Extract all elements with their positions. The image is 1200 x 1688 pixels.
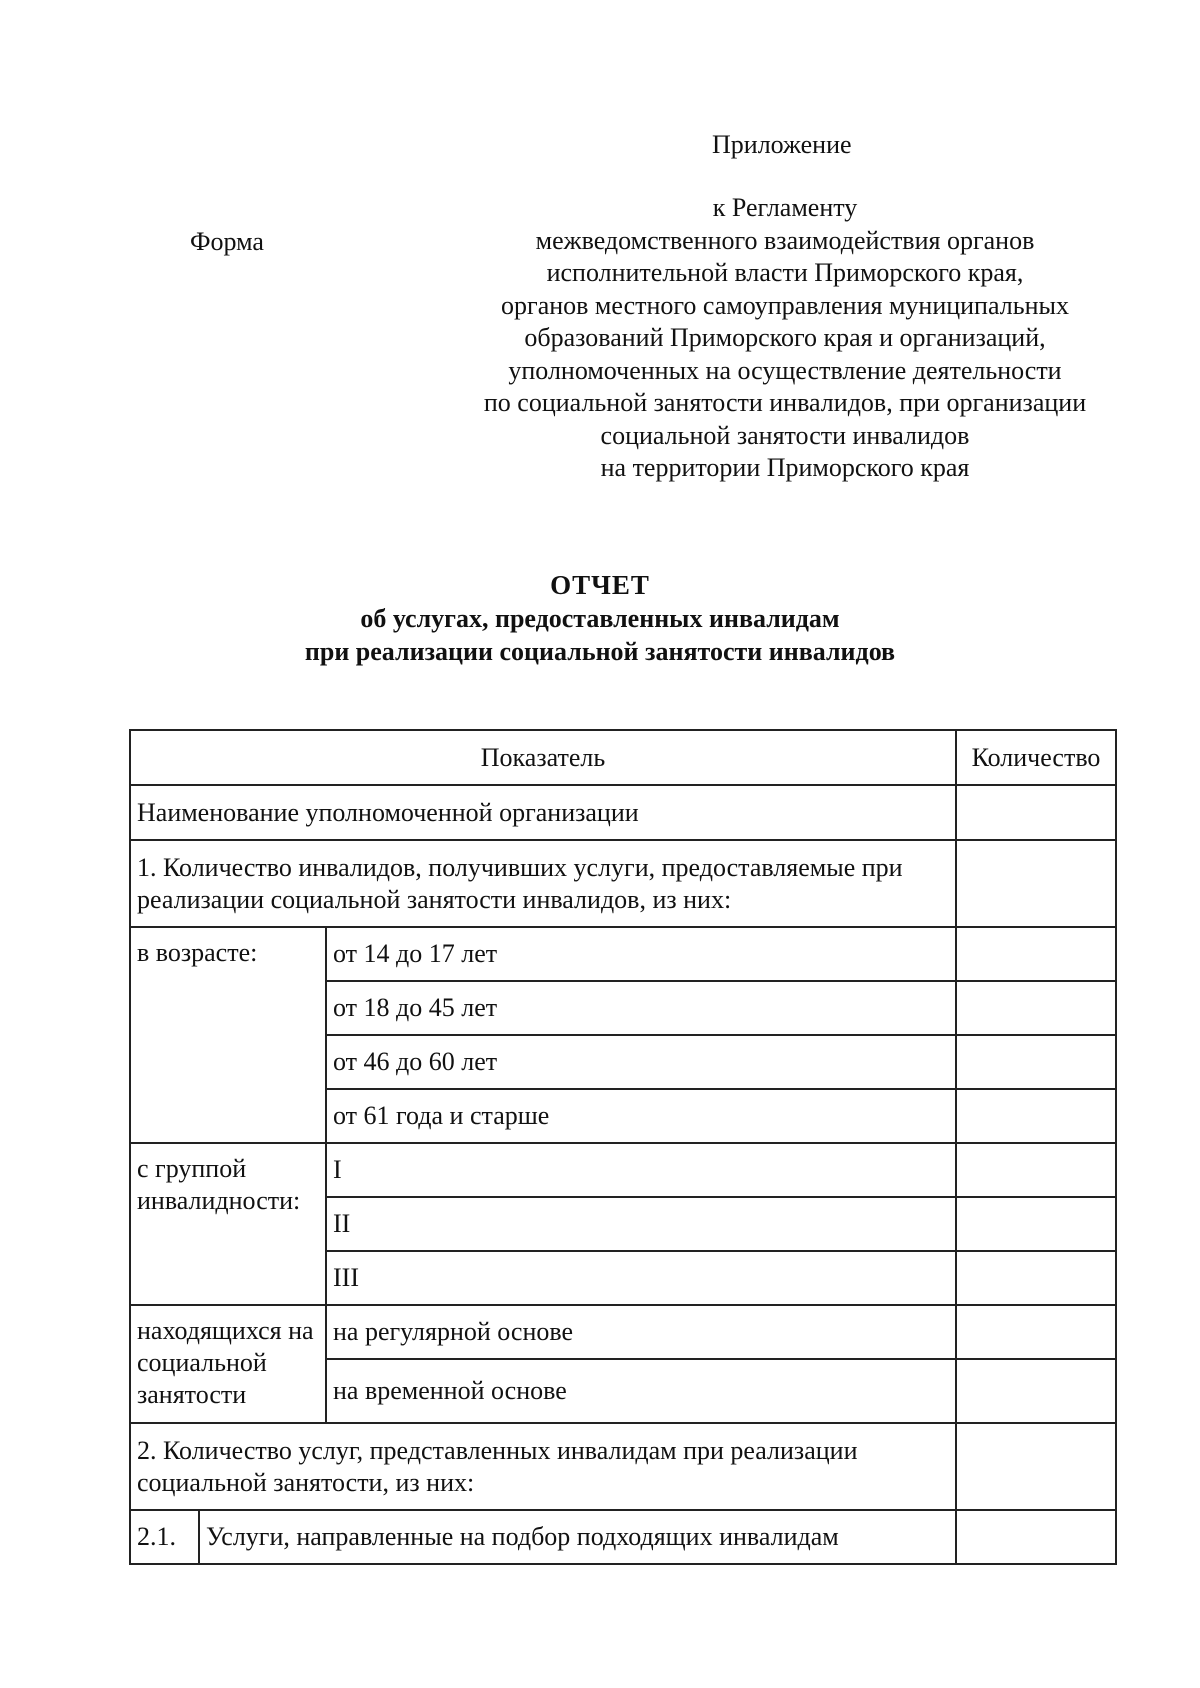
report-title xyxy=(0,568,1200,668)
quantity-cell xyxy=(956,840,1116,927)
regulation-line: органов местного самоуправления муниципальных xyxy=(501,290,1069,320)
employment-label: находящихся на социальной занятости xyxy=(130,1305,326,1423)
item-1-label: 1. Количество инвалидов, получивших услуги, предоставляемые при реализации социальной занятости инвалидов, из них: xyxy=(130,840,956,927)
table-row xyxy=(130,1510,1116,1564)
regulation-line: по социальной занятости инвалидов, при организации xyxy=(483,388,1087,417)
org-name-label: Наименование уполномоченной организации xyxy=(130,785,956,840)
table-header-row xyxy=(130,730,1116,785)
table-row xyxy=(130,785,1116,840)
quantity-cell xyxy=(956,1197,1116,1251)
group-row-label: I xyxy=(326,1143,956,1197)
quantity-cell xyxy=(956,927,1116,981)
quantity-cell xyxy=(956,1089,1116,1143)
age-row-label: от 14 до 17 лет xyxy=(326,927,956,981)
table-row xyxy=(130,1305,1116,1359)
regulation-line: социальной занятости инвалидов xyxy=(600,420,970,450)
age-row-label: от 61 года и старше xyxy=(326,1089,956,1143)
table-row xyxy=(130,840,1116,927)
regulation-line: межведомственного взаимодействия органов xyxy=(535,225,1035,255)
age-group-label: в возрасте: xyxy=(130,927,326,1143)
column-header-indicator: Показатель xyxy=(130,730,956,785)
form-label: Форма xyxy=(190,227,264,256)
regulation-line: уполномоченных на осуществление деятельности xyxy=(508,355,1062,385)
appendix-label: Приложение xyxy=(712,130,852,159)
table-row xyxy=(130,1143,1116,1197)
quantity-cell xyxy=(956,1423,1116,1510)
quantity-cell xyxy=(956,1359,1116,1423)
regulation-reference xyxy=(440,192,1130,485)
quantity-cell xyxy=(956,1510,1116,1564)
employment-row-label: на регулярной основе xyxy=(326,1305,956,1359)
report-title-main: ОТЧЕТ xyxy=(550,570,650,600)
regulation-line: на территории Приморского края xyxy=(600,453,970,482)
item-2-label: 2. Количество услуг, представленных инвалидам при реализации социальной занятости, из них: xyxy=(130,1423,956,1510)
column-header-quantity: Количество xyxy=(956,730,1116,785)
report-table xyxy=(129,729,1117,1565)
quantity-cell xyxy=(956,1305,1116,1359)
table-row xyxy=(130,927,1116,981)
table-row xyxy=(130,1423,1116,1510)
group-row-label: III xyxy=(326,1251,956,1305)
regulation-line: образований Приморского края и организаций, xyxy=(524,323,1046,352)
item-2-1-number: 2.1. xyxy=(130,1510,199,1564)
quantity-cell xyxy=(956,1251,1116,1305)
regulation-line: исполнительной власти Приморского края, xyxy=(546,258,1024,287)
disability-group-label: с группой инвалидности: xyxy=(130,1143,326,1305)
employment-row-label: на временной основе xyxy=(326,1359,956,1423)
quantity-cell xyxy=(956,1035,1116,1089)
age-row-label: от 46 до 60 лет xyxy=(326,1035,956,1089)
item-2-1-label: Услуги, направленные на подбор подходящих инвалидам xyxy=(199,1510,956,1564)
quantity-cell xyxy=(956,981,1116,1035)
report-subtitle-line-1: об услугах, предоставленных инвалидам xyxy=(360,604,840,633)
report-subtitle-line-2: при реализации социальной занятости инвалидов xyxy=(304,637,896,666)
quantity-cell xyxy=(956,785,1116,840)
age-row-label: от 18 до 45 лет xyxy=(326,981,956,1035)
quantity-cell xyxy=(956,1143,1116,1197)
group-row-label: II xyxy=(326,1197,956,1251)
regulation-line: к Регламенту xyxy=(712,193,858,222)
